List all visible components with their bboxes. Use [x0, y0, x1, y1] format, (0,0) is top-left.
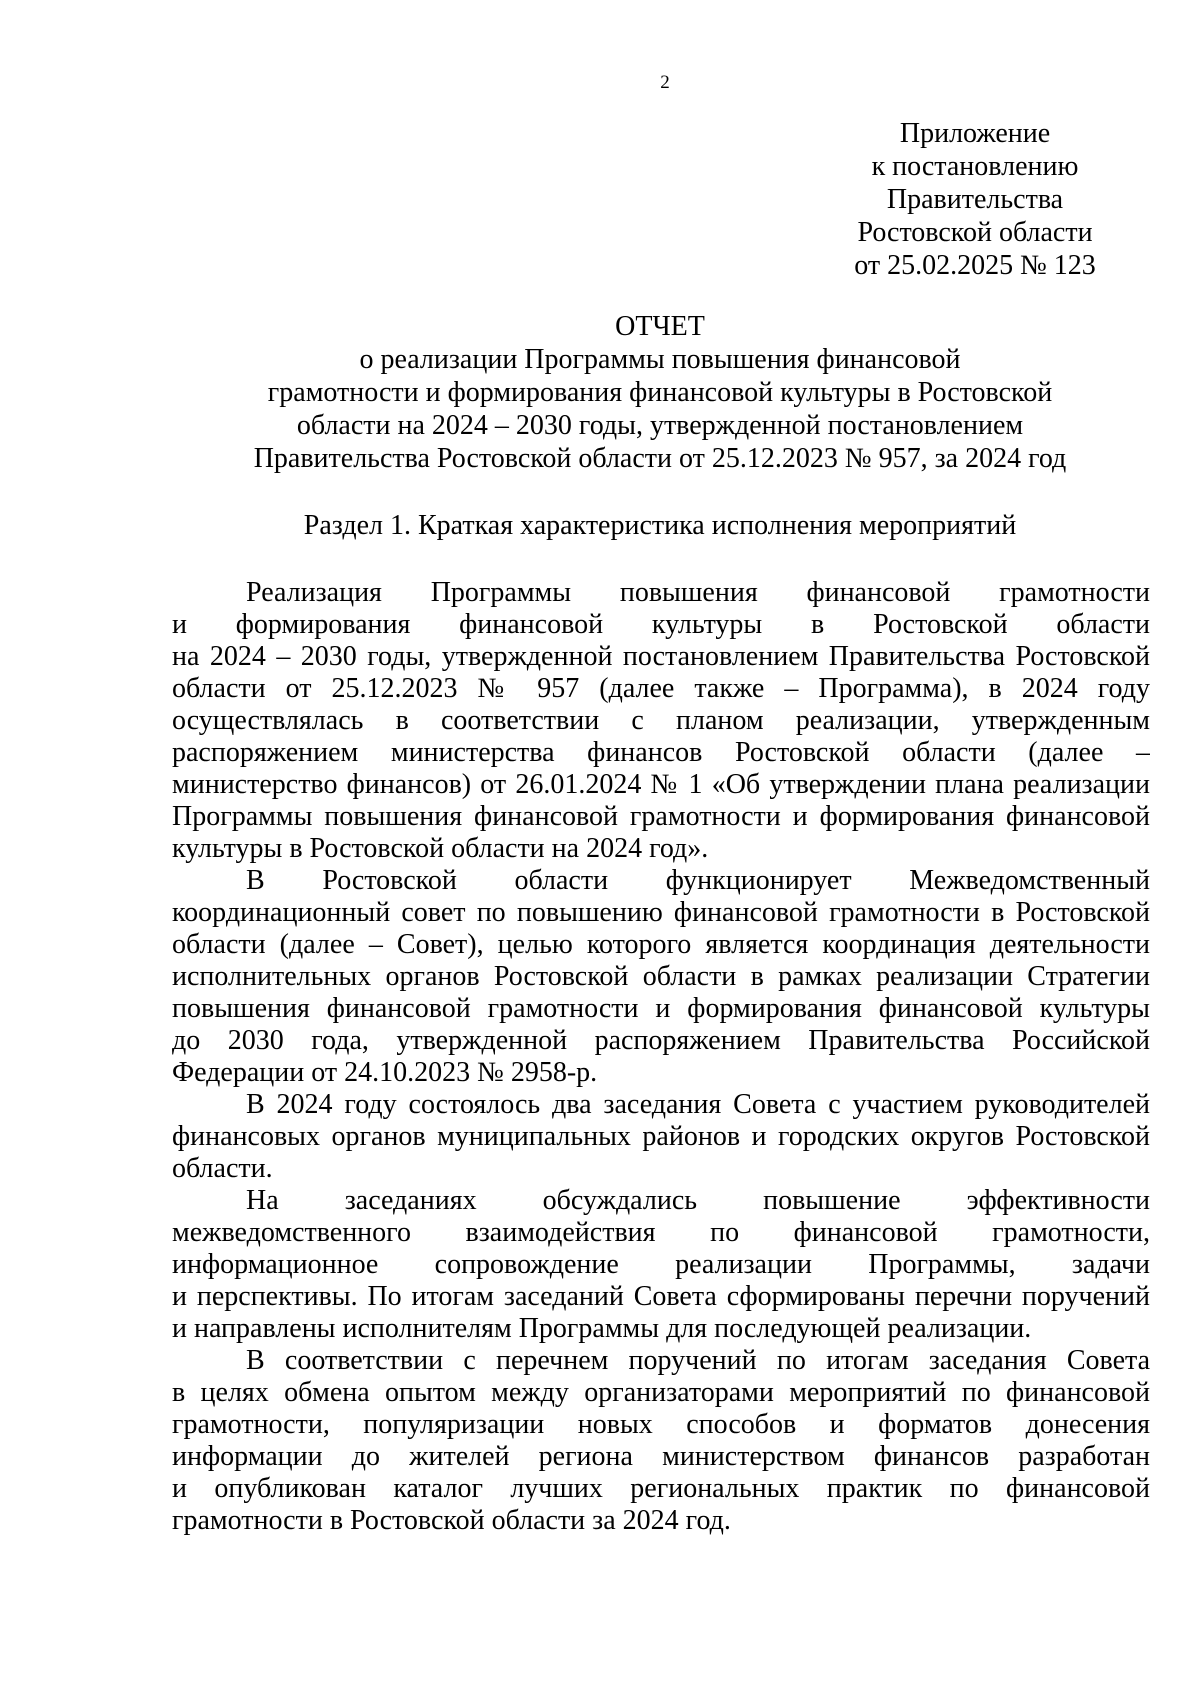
- paragraph-line: На заседаниях обсуждались повышение эффективности: [246, 1185, 1150, 1216]
- paragraph-line: исполнительных органов Ростовской области в рамках реализации Стратегии: [172, 961, 1150, 992]
- paragraph: [172, 1089, 1150, 1185]
- paragraph-line: осуществлялась в соответствии с планом реализации, утвержденным: [172, 705, 1150, 736]
- paragraph-line: и перспективы. По итогам заседаний Совета сформированы перечни поручений: [172, 1281, 1150, 1312]
- paragraph-line: информации до жителей региона министерством финансов разработан: [172, 1441, 1150, 1472]
- paragraph-line: и формирования финансовой культуры в Ростовской области: [172, 609, 1150, 640]
- paragraph-line: информационное сопровождение реализации Программы, задачи: [172, 1249, 1150, 1280]
- paragraph-line: В 2024 году состоялось два заседания Совета с участием руководителей: [246, 1089, 1150, 1120]
- paragraph-line: межведомственного взаимодействия по финансовой грамотности,: [172, 1217, 1150, 1248]
- paragraph-line: в целях обмена опытом между организаторами мероприятий по финансовой: [172, 1377, 1150, 1408]
- paragraph-line: и опубликован каталог лучших региональных практик по финансовой: [172, 1473, 1150, 1504]
- appendix-line: от 25.02.2025 № 123: [854, 250, 1096, 281]
- paragraph: [172, 1185, 1150, 1345]
- report-title: ОТЧЕТ: [615, 311, 705, 342]
- paragraph-line: грамотности, популяризации новых способов и форматов донесения: [172, 1409, 1150, 1440]
- paragraph-line: до 2030 года, утвержденной распоряжением Правительства Российской: [172, 1025, 1150, 1056]
- paragraph: [172, 1345, 1150, 1537]
- paragraph-line: повышения финансовой грамотности и формирования финансовой культуры: [172, 993, 1150, 1024]
- body-text: [172, 577, 1150, 1537]
- report-subtitle-line: области на 2024 – 2030 годы, утвержденной постановлением: [296, 410, 1024, 441]
- report-title-block: [180, 310, 1140, 475]
- paragraph-line: министерство финансов) от 26.01.2024 № 1 «Об утверждении плана реализации: [172, 769, 1150, 800]
- report-subtitle-line: грамотности и формирования финансовой культуры в Ростовской: [267, 377, 1053, 408]
- paragraph-line: области (далее – Совет), целью которого является координация деятельности: [172, 929, 1150, 960]
- paragraph-line: Программы повышения финансовой грамотности и формирования финансовой: [172, 801, 1150, 832]
- paragraph-line: на 2024 – 2030 годы, утвержденной постановлением Правительства Ростовской: [172, 641, 1150, 672]
- page-number: 2: [660, 72, 670, 93]
- paragraph-line: Реализация Программы повышения финансовой грамотности: [246, 577, 1150, 608]
- paragraph-line: и направлены исполнителям Программы для последующей реализации.: [172, 1313, 1032, 1344]
- paragraph-line: культуры в Ростовской области на 2024 год».: [172, 833, 709, 864]
- paragraph: [172, 865, 1150, 1089]
- appendix-line: Правительства: [886, 184, 1064, 215]
- paragraph-line: координационный совет по повышению финансовой грамотности в Ростовской: [172, 897, 1150, 928]
- paragraph-line: Федерации от 24.10.2023 № 2958-р.: [172, 1057, 598, 1088]
- appendix-line: Приложение: [899, 118, 1051, 149]
- appendix-line: к постановлению: [871, 151, 1079, 182]
- paragraph-line: области от 25.12.2023 № 957 (далее также – Программа), в 2024 году: [172, 673, 1150, 704]
- appendix-line: Ростовской области: [857, 217, 1093, 248]
- paragraph-line: В Ростовской области функционирует Межведомственный: [246, 865, 1150, 896]
- paragraph-line: В соответствии с перечнем поручений по итогам заседания Совета: [246, 1345, 1150, 1376]
- appendix-block: [780, 117, 1170, 282]
- paragraph-line: области.: [172, 1153, 273, 1184]
- paragraph-line: грамотности в Ростовской области за 2024 год.: [172, 1505, 731, 1536]
- report-subtitle-line: Правительства Ростовской области от 25.12.2023 № 957, за 2024 год: [253, 443, 1067, 474]
- report-subtitle-line: о реализации Программы повышения финансовой: [359, 344, 961, 375]
- paragraph-line: финансовых органов муниципальных районов и городских округов Ростовской: [172, 1121, 1150, 1152]
- section-heading: Раздел 1. Краткая характеристика исполнения мероприятий: [303, 510, 1017, 541]
- paragraph: [172, 577, 1150, 865]
- paragraph-line: распоряжением министерства финансов Ростовской области (далее –: [172, 737, 1150, 768]
